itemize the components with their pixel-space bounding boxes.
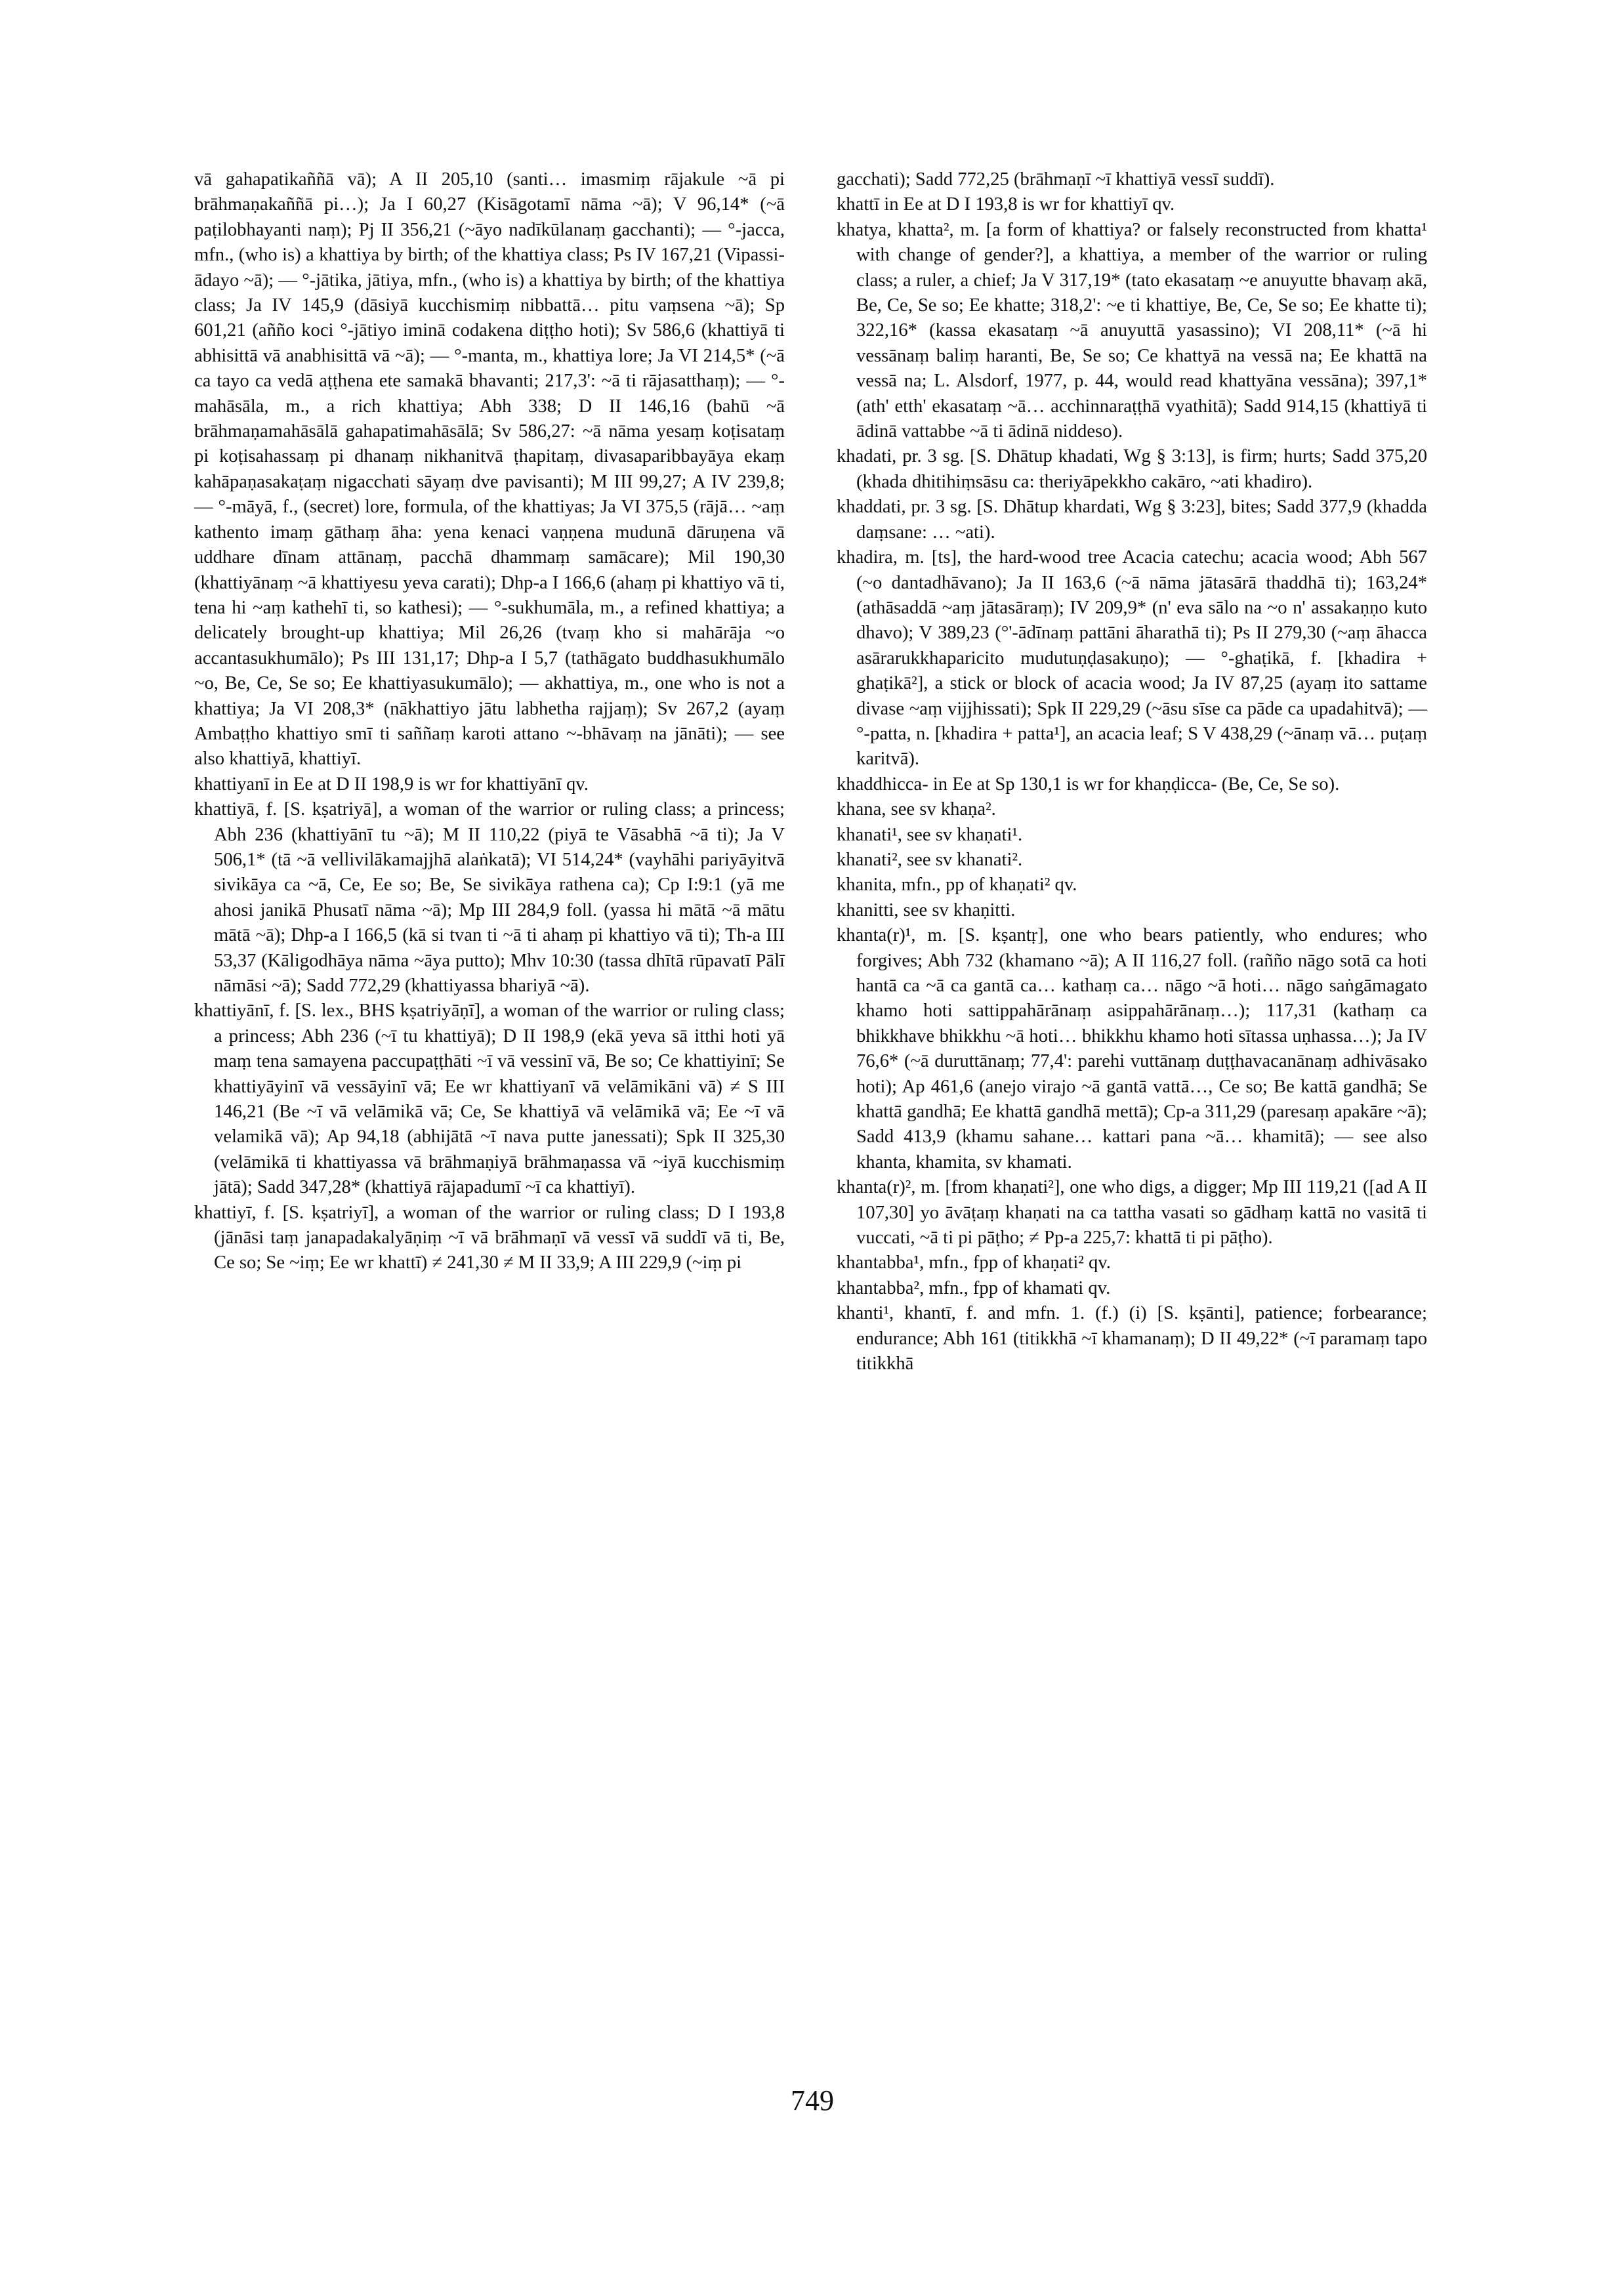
dictionary-entry: khaddati, pr. 3 sg. [S. Dhātup khardati, Wg § 3:23], bites; Sadd 377,9 (khadda daṃsane: … ~ati). <box>837 497 1427 543</box>
dictionary-entry: khanati¹, see sv khaṇati¹. <box>837 824 1023 845</box>
dictionary-entry: khanta(r)¹, m. [S. kṣantṛ], one who bears patiently, who endures; who forgives; Abh 732 (khamano ~ā); A II 116,27 foll. (rañño nāgo sotā ca hoti hantā ca ~ā ca gantā ca… kathaṃ ca… nāgo ~ā hoti… nāgo saṅgāmagato khamo hoti sattippahārānaṃ asippahārānaṃ…); 117,31 (kathaṃ ca bhikkhave bhikkhu ~ā hoti… bhikkhu khamo hoti sītassa uṇhassa…); Ja IV 76,6* (~ā duruttānaṃ; 77,4': parehi vuttānaṃ duṭṭhavacanānaṃ adhivāsako hoti); Ap 461,6 (anejo virajo ~ā gantā vattā…, Ce so; Be kattā gandhā; Se khattā gandhā; Ee khattā gandhā mettā); Cp-a 311,29 (paresaṃ apakāre ~ā); Sadd 413,9 (khamu sahane… kattari pana ~ā… khamitā); — see also khanta, khamita, sv khamati. <box>837 925 1427 1172</box>
dictionary-entry: khattiyānī, f. [S. lex., BHS kṣatriyāṇī], a woman of the warrior or ruling class; a princess; Abh 236 (~ī tu khattiyā); D II 198,9 (ekā yeva sā itthi hoti yā maṃ tena samayena paccupaṭṭhāti ~ī vā vessinī vā, Be so; Ce khattiyinī; Se khattiyāyinī vā vessāyinī vā; Ee wr khattiyanī vā velāmikāni vā) ≠ S III 146,21 (Be ~ī vā velāmikā vā; Ce, Se khattiyā vā velāmikā vā; Ee ~ī vā velamikā vā); Ap 94,18 (abhijātā ~ī nava putte janessati); Spk II 325,30 (velāmikā ti khattiyassa vā brāhmaṇiyā brāhmaṇassa vā ~iyā kucchismiṃ jātā); Sadd 347,28* (khattiyā rājapadumī ~ī ca khattiyī). <box>194 1001 785 1198</box>
dictionary-entry: khattī in Ee at D I 193,8 is wr for khattiyī qv. <box>837 194 1175 215</box>
dictionary-entry: khantabba², mfn., fpp of khamati qv. <box>837 1277 1111 1298</box>
dictionary-entry: khanati², see sv khanati². <box>837 849 1023 870</box>
dictionary-entry: khanta(r)², m. [from khaṇati²], one who digs, a digger; Mp III 119,21 ([ad A II 107,30] yo āvāṭaṃ khaṇati na ca tattha vasati so gādhaṃ kattā no vasitā ti vuccati, ~ā ti pi pāṭho; ≠ Pp-a 225,7: khattā ti pi pāṭho). <box>837 1177 1427 1249</box>
dictionary-entry: khanita, mfn., pp of khaṇati² qv. <box>837 875 1077 896</box>
dictionary-entry: khanitti, see sv khaṇitti. <box>837 899 1016 920</box>
dictionary-entry: khatya, khatta², m. [a form of khattiya? or falsely reconstructed from khatta¹ with change of gender?], a khattiya, a member of the warrior or ruling class; a ruler, a chief; Ja V 317,19* (tato ekasataṃ ~e anuyutte bhavaṃ akā, Be, Ce, Se so; Ee khatte; 318,2': ~e ti khattiye, Be, Ce, Se so; Ee khatte ti); 322,16* (kassa ekasataṃ ~ā anuyuttā yasassino); VI 208,11* (~ā hi vessānaṃ baliṃ haranti, Be, Se so; Ce khattyā na vessā na; Ee khattā na vessā na; L. Alsdorf, 1977, p. 44, would read khattyāna vessāna); 397,1* (ath' etth' ekasataṃ ~ā… acchinnaraṭṭhā vyathitā); Sadd 914,15 (khattiyā ti ādinā vattabbe ~ā ti ādinā niddeso). <box>837 219 1427 442</box>
dictionary-entry: khaddhicca- in Ee at Sp 130,1 is wr for khaṇḍicca- (Be, Ce, Se so). <box>837 774 1340 795</box>
right-column <box>837 167 1427 1377</box>
dictionary-entry: khantabba¹, mfn., fpp of khaṇati² qv. <box>837 1252 1111 1273</box>
dictionary-entry: khanti¹, khantī, f. and mfn. 1. (f.) (i) [S. kṣānti], patience; forbearance; endurance; Abh 161 (titikkhā ~ī khamanaṃ); D II 49,22* (~ī paramaṃ tapo titikkhā <box>837 1303 1427 1375</box>
dictionary-entry: gacchati); Sadd 772,25 (brāhmaṇī ~ī khattiyā vessī suddī). <box>837 169 1275 190</box>
dictionary-entry: khadati, pr. 3 sg. [S. Dhātup khadati, Wg § 3:13], is firm; hurts; Sadd 375,20 (khada dhitihiṃsāsu ca: theriyāpekkho cakāro, ~ati khadiro). <box>837 446 1427 492</box>
dictionary-entry: vā gahapatikaññā vā); A II 205,10 (santi… imasmiṃ rājakule ~ā pi brāhmaṇakaññā pi…); Ja I 60,27 (Kisāgotamī nāma ~ā); V 96,14* (~ā paṭilobhayanti naṃ); Pj II 356,21 (~āyo nadīkūlanaṃ gacchanti); — °-jacca, mfn., (who is) a khattiya by birth; of the khattiya class; Ps IV 167,21 (Vipassi-ādayo ~ā); — °-jātika, jātiya, mfn., (who is) a khattiya by birth; of the khattiya class; Ja IV 145,9 (dāsiyā kucchismiṃ nibbattā… pitu vaṃsena ~ā); Sp 601,21 (añño koci °-jātiyo iminā codakena diṭṭho hoti); Sv 586,6 (khattiyā ti abhisittā vā anabhisittā vā ~ā); — °-manta, m., khattiya lore; Ja VI 214,5* (~ā ca tayo ca vedā aṭṭhena ete samakā bhavanti; 217,3': ~ā ti rājasatthaṃ); — °-mahāsāla, m., a rich khattiya; Abh 338; D II 146,16 (bahū ~ā brāhmaṇamahāsālā gahapatimahāsālā; Sv 586,27: ~ā nāma yesaṃ koṭisataṃ pi koṭisahassaṃ pi dhanaṃ nikhanitvā ṭhapitaṃ, divasaparibbayāya ekaṃ kahāpaṇasakaṭaṃ nigacchati sāyaṃ dve pavisanti); M III 99,27; A IV 239,8; — °-māyā, f., (secret) lore, formula, of the khattiyas; Ja VI 375,5 (rājā… ~aṃ kathento imaṃ gāthaṃ āha: yena kenaci vaṇṇena mudunā dāruṇena vā uddhare dīnam attānaṃ, pacchā dhammaṃ samācare); Mil 190,30 (khattiyānaṃ ~ā khattiyesu yeva carati); Dhp-a I 166,6 (ahaṃ pi khattiyo vā ti, tena hi ~aṃ kathehī ti, so kathesi); — °-sukhumāla, m., a refined khattiya; a delicately brought-up khattiya; Mil 26,26 (tvaṃ kho si mahārāja ~o accantasukhumālo); Ps III 131,17; Dhp-a I 5,7 (tathāgato buddhasukhumālo ~o, Be, Ce, Se so; Ee khattiyasukumālo); — akhattiya, m., one who is not a khattiya; Ja VI 208,3* (nākhattiyo jātu labhetha rajjaṃ); Sv 267,2 (ayaṃ Ambaṭṭho khattiyo smī ti saññaṃ karoti attano ~-bhāvaṃ na jānāti); — see also khattiyā, khattiyī. <box>194 169 785 770</box>
dictionary-entry: khattiyā, f. [S. kṣatriyā], a woman of the warrior or ruling class; a princess; Abh 236 (khattiyānī tu ~ā); M II 110,22 (piyā te Vāsabhā ~ā ti); Ja V 506,1* (tā ~ā vellivilākamajjhā alaṅkatā); VI 514,24* (vayhāhi pariyāyitvā sivikāya ca ~ā, Ce, Ee so; Be, Se sivikāya rathena ca); Cp I:9:1 (yā me ahosi janikā Phusatī nāma ~ā); Mp III 284,9 foll. (yassa hi mātā ~ā mātu mātā ~ā); Dhp-a I 166,5 (kā si tvan ti ~ā ti ahaṃ pi khattiyo vā ti); Th-a III 53,37 (Kāligodhāya nāma ~āya putto); Mhv 10:30 (tassa dhītā rūpavatī Pālī nāmāsi ~ā); Sadd 772,29 (khattiyassa bhariyā ~ā). <box>194 799 785 996</box>
dictionary-entry: khattiyī, f. [S. kṣatriyī], a woman of the warrior or ruling class; D I 193,8 (jānāsi taṃ janapadakalyāṇiṃ ~ī vā brāhmaṇī vā vessī vā suddī vā ti, Be, Ce so; Se ~iṃ; Ee wr khattī) ≠ 241,30 ≠ M II 33,9; A III 229,9 (~iṃ pi <box>194 1202 785 1273</box>
dictionary-entry: khana, see sv khaṇa². <box>837 799 996 820</box>
dictionary-entry: khadira, m. [ts], the hard-wood tree Acacia catechu; acacia wood; Abh 567 (~o dantadhāvano); Ja II 163,6 (~ā nāma jātasārā thaddhā ti); 163,24* (athāsaddā ~aṃ jātasāraṃ); IV 209,9* (n' eva sālo na ~o n' assakaṇṇo kuto dhavo); V 389,23 (°'-ādīnaṃ pattāni āharathā ti); Ps II 279,30 (~aṃ āhacca asārarukkhaparicito mudutuṇḍasakuṇo); — °-ghaṭikā, f. [khadira + ghaṭikā²], a stick or block of acacia wood; Ja IV 87,25 (ayaṃ ito sattame divase ~aṃ vijjhissati); Spk II 229,29 (~āsu sīse ca pāde ca upadahitvā); — °-patta, n. [khadira + patta¹], an acacia leaf; S V 438,29 (~ānaṃ vā… puṭaṃ karitvā). <box>837 547 1427 770</box>
dictionary-entry: khattiyanī in Ee at D II 198,9 is wr for khattiyānī qv. <box>194 774 589 795</box>
left-column <box>194 167 785 1276</box>
page-number: 749 <box>791 2084 834 2117</box>
